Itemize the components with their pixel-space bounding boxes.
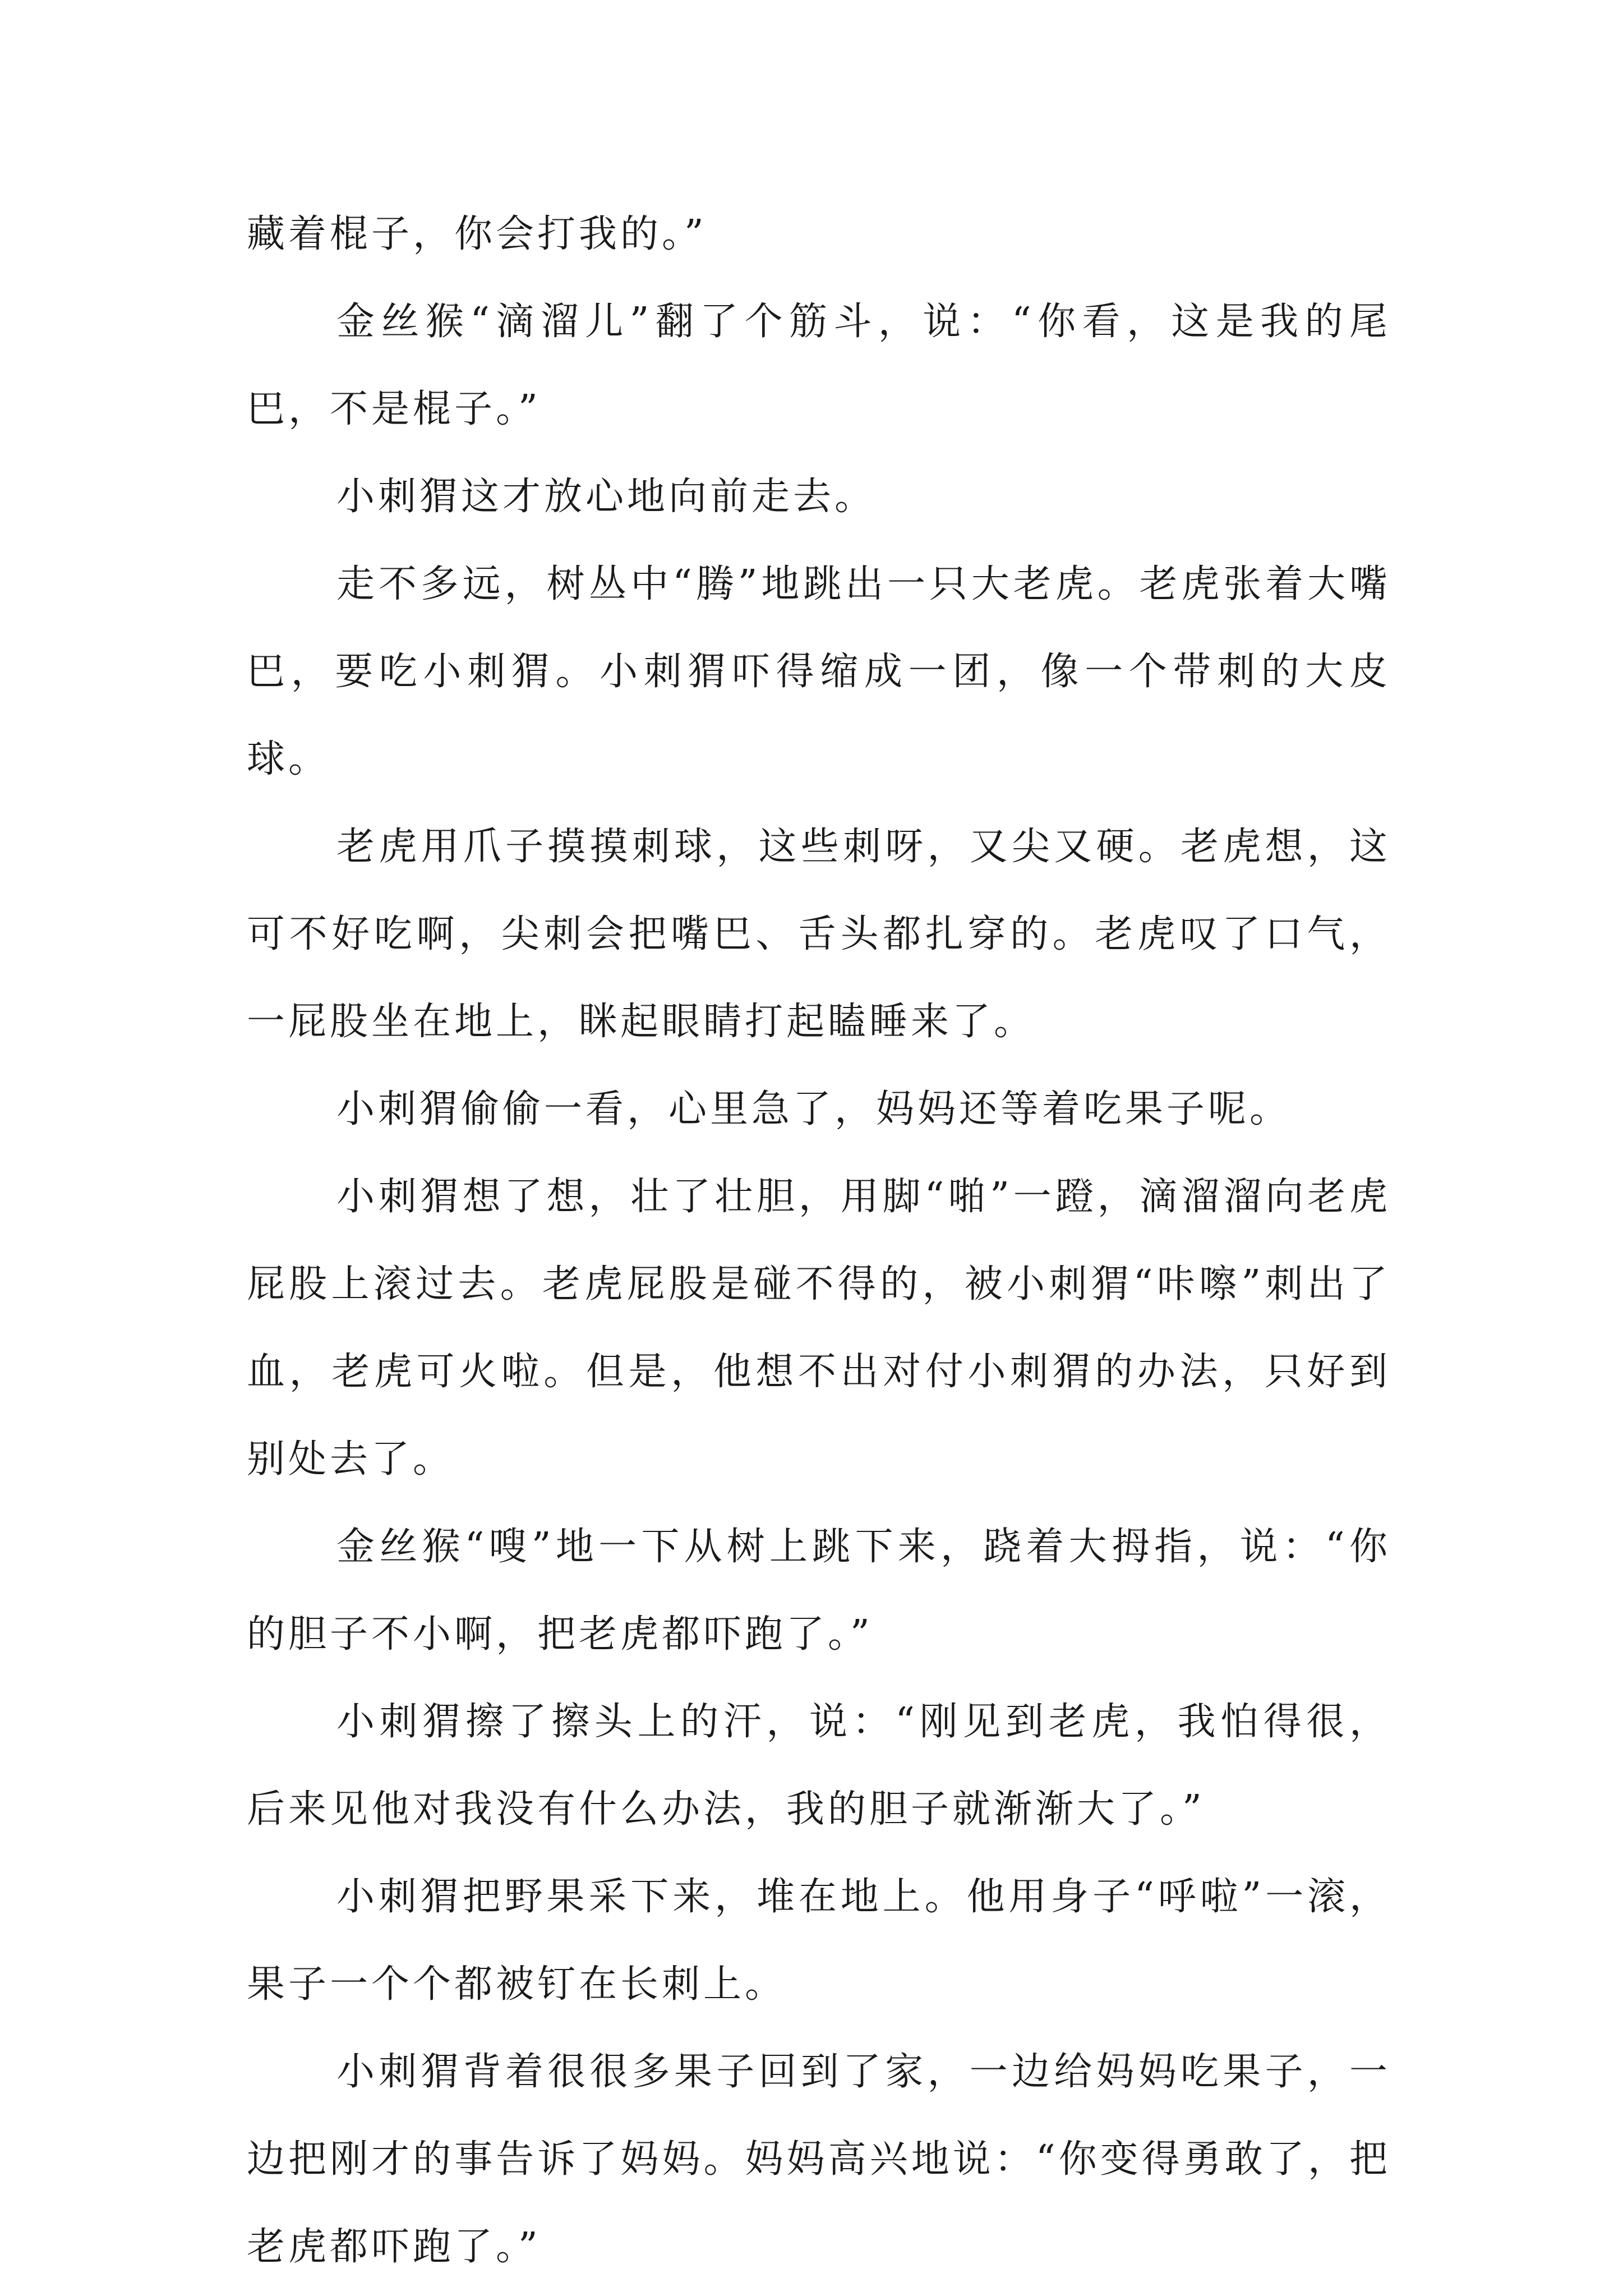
story-paragraph-7: 小刺猬想了想，壮了壮胆，用脚“啪”一蹬，滴溜溜向老虎屁股上滚过去。老虎屁股是碰不得的，被小刺猬“咔嚓”刺出了血，老虎可火啦。但是，他想不出对付小刺猬的办法，只好到别处去了。 <box>247 1175 1391 1481</box>
story-paragraph-9: 小刺猬擦了擦头上的汗，说：“刚见到老虎，我怕得很，后来见他对我没有什么办法，我的胆子就渐渐大了。” <box>247 1700 1391 1832</box>
story-paragraph-8: 金丝猴“嗖”地一下从树上跳下来，跷着大拇指，说：“你的胆子不小啊，把老虎都吓跑了。” <box>247 1525 1391 1657</box>
story-paragraph-3: 小刺猬这才放心地向前走去。 <box>336 475 877 519</box>
story-paragraph-4: 走不多远，树丛中“腾”地跳出一只大老虎。老虎张着大嘴巴，要吃小刺猬。小刺猬吓得缩成一团，像一个带刺的大皮球。 <box>247 562 1391 781</box>
story-text <box>247 191 1391 2291</box>
story-paragraph-10: 小刺猬把野果采下来，堆在地上。他用身子“呼啦”一滚，果子一个个都被钉在长刺上。 <box>247 1875 1391 2007</box>
story-paragraph-6: 小刺猬偷偷一看，心里急了，妈妈还等着吃果子呢。 <box>336 1087 1292 1131</box>
story-paragraph-5: 老虎用爪子摸摸刺球，这些刺呀，又尖又硬。老虎想，这可不好吃啊，尖刺会把嘴巴、舌头都扎穿的。老虎叹了口气，一屁股坐在地上，眯起眼睛打起瞌睡来了。 <box>247 825 1391 1044</box>
story-paragraph-2: 金丝猴“滴溜儿”翻了个筋斗，说：“你看，这是我的尾巴，不是棍子。” <box>247 300 1391 431</box>
story-paragraph-11: 小刺猬背着很很多果子回到了家，一边给妈妈吃果子，一边把刚才的事告诉了妈妈。妈妈高兴地说：“你变得勇敢了，把老虎都吓跑了。” <box>247 2050 1391 2269</box>
story-paragraph-1: 藏着棍子，你会打我的。” <box>247 212 707 256</box>
